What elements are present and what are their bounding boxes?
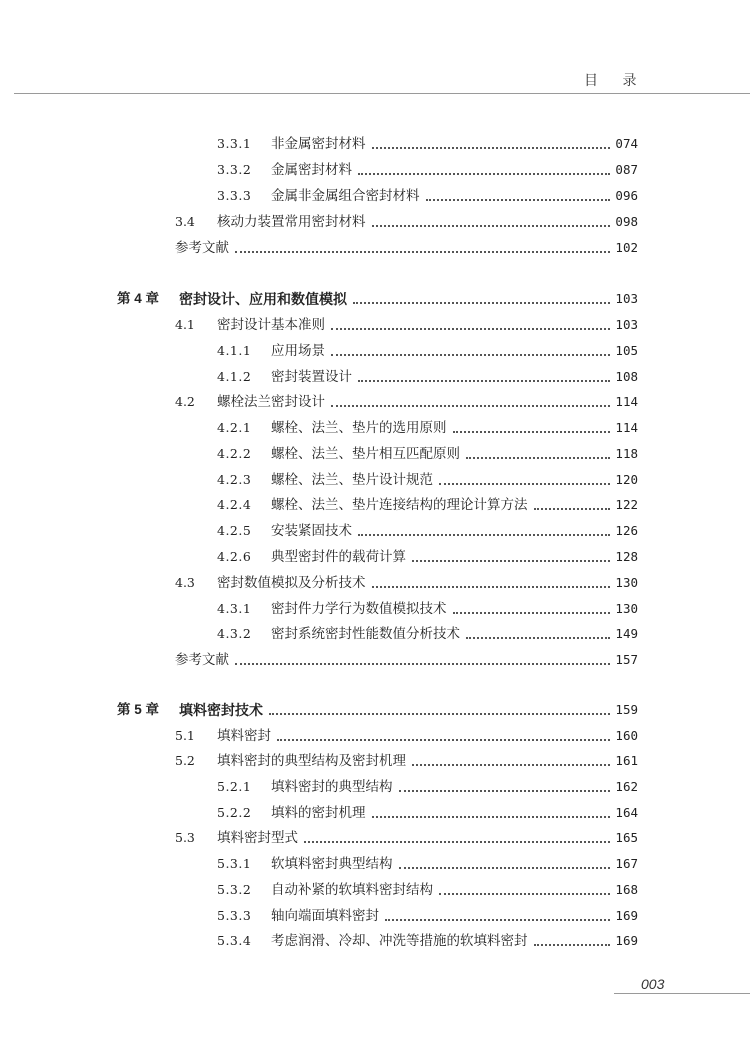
entry-page: 157: [615, 652, 638, 667]
entry-page: 168: [615, 882, 638, 897]
toc-entry[interactable]: [217, 415, 638, 437]
entry-number: 5.2.1: [217, 779, 252, 794]
entry-title: 安装紧固技术: [271, 523, 352, 539]
toc-entry[interactable]: [175, 209, 638, 231]
entry-number: 3.4: [175, 214, 195, 229]
dot-leader: [385, 918, 610, 921]
toc-entry[interactable]: [175, 825, 638, 847]
entry-title: 软填料密封典型结构: [271, 856, 393, 872]
entry-title: 填料密封: [217, 728, 271, 744]
chapter-number: 第 4 章: [117, 291, 160, 306]
entry-page: 122: [615, 497, 638, 512]
toc-chapter[interactable]: [117, 697, 638, 719]
entry-page: 105: [615, 343, 638, 358]
entry-title: 填料的密封机理: [271, 805, 366, 821]
toc-entry[interactable]: [217, 338, 638, 360]
toc-entry[interactable]: [217, 877, 638, 899]
dot-leader: [372, 815, 611, 818]
entry-page: 114: [615, 394, 638, 409]
entry-page: 114: [615, 420, 638, 435]
dot-leader: [412, 763, 610, 766]
dot-leader: [466, 456, 610, 459]
entry-page: 103: [615, 291, 638, 306]
entry-number: 3.3.1: [217, 136, 252, 151]
entry-page: 120: [615, 472, 638, 487]
dot-leader: [399, 789, 611, 792]
toc-entry[interactable]: [217, 157, 638, 179]
entry-page: 126: [615, 523, 638, 538]
dot-leader: [331, 404, 610, 407]
dot-leader: [304, 840, 610, 843]
toc-entry[interactable]: [217, 441, 638, 463]
dot-leader: [534, 943, 611, 946]
dot-leader: [453, 611, 611, 614]
entry-number: 3.3.3: [217, 188, 252, 203]
entry-number: 4.2.2: [217, 446, 252, 461]
entry-title: 密封件力学行为数值模拟技术: [271, 601, 447, 617]
entry-page: 161: [615, 753, 638, 768]
header-rule: [14, 93, 750, 94]
dot-leader: [372, 224, 611, 227]
entry-page: 130: [615, 601, 638, 616]
entry-title: 轴向端面填料密封: [271, 908, 379, 924]
entry-page: 128: [615, 549, 638, 564]
entry-number: 4.3.2: [217, 626, 252, 641]
entry-title: 密封设计基本准则: [217, 317, 325, 333]
dot-leader: [277, 738, 610, 741]
toc-entry[interactable]: [175, 235, 638, 257]
entry-title: 参考文献: [175, 240, 229, 256]
toc-entry[interactable]: [217, 183, 638, 205]
dot-leader: [399, 866, 611, 869]
toc-entry[interactable]: [217, 903, 638, 925]
entry-number: 4.2: [175, 394, 195, 409]
entry-title: 密封系统密封性能数值分析技术: [271, 626, 460, 642]
toc-entry[interactable]: [175, 389, 638, 411]
dot-leader: [372, 146, 611, 149]
entry-title: 填料密封的典型结构及密封机理: [217, 753, 406, 769]
entry-title: 典型密封件的载荷计算: [271, 549, 406, 565]
dot-leader: [331, 327, 610, 330]
entry-number: 4.2.3: [217, 472, 252, 487]
toc-entry[interactable]: [175, 723, 638, 745]
dot-leader: [358, 379, 610, 382]
toc-entry[interactable]: [175, 312, 638, 334]
dot-leader: [372, 585, 611, 588]
entry-number: 4.1: [175, 317, 195, 332]
entry-page: 162: [615, 779, 638, 794]
dot-leader: [534, 507, 611, 510]
entry-number: 4.2.6: [217, 549, 252, 564]
chapter-title: 密封设计、应用和数值模拟: [179, 291, 347, 307]
toc-entry[interactable]: [175, 647, 638, 669]
entry-number: 5.1: [175, 728, 195, 743]
toc-entry[interactable]: [217, 774, 638, 796]
entry-title: 螺栓、法兰、垫片设计规范: [271, 472, 433, 488]
entry-number: 5.3.2: [217, 882, 252, 897]
entry-page: 103: [615, 317, 638, 332]
entry-page: 087: [615, 162, 638, 177]
toc-chapter[interactable]: [117, 286, 638, 308]
entry-number: 4.1.1: [217, 343, 252, 358]
entry-number: 4.2.5: [217, 523, 252, 538]
dot-leader: [439, 892, 610, 895]
dot-leader: [358, 533, 610, 536]
entry-page: 130: [615, 575, 638, 590]
entry-title: 金属非金属组合密封材料: [271, 188, 420, 204]
entry-title: 参考文献: [175, 652, 229, 668]
toc-entry[interactable]: [217, 131, 638, 153]
entry-page: 159: [615, 702, 638, 717]
entry-title: 密封数值模拟及分析技术: [217, 575, 366, 591]
entry-title: 填料密封的典型结构: [271, 779, 393, 795]
entry-title: 螺栓法兰密封设计: [217, 394, 325, 410]
entry-page: 149: [615, 626, 638, 641]
toc-entry[interactable]: [175, 748, 638, 770]
dot-leader: [453, 430, 611, 433]
dot-leader: [353, 301, 610, 304]
entry-title: 填料密封型式: [217, 830, 298, 846]
entry-number: 4.3.1: [217, 601, 252, 616]
toc-entry[interactable]: [217, 544, 638, 566]
toc-entry[interactable]: [217, 800, 638, 822]
page-number: 003: [641, 976, 665, 992]
entry-title: 金属密封材料: [271, 162, 352, 178]
running-header: 目 录: [584, 73, 647, 89]
entry-title: 螺栓、法兰、垫片的选用原则: [271, 420, 447, 436]
toc-entry[interactable]: [217, 596, 638, 618]
entry-number: 4.2.4: [217, 497, 252, 512]
entry-title: 螺栓、法兰、垫片相互匹配原则: [271, 446, 460, 462]
entry-title: 考虑润滑、冷却、冲洗等措施的软填料密封: [271, 933, 528, 949]
entry-page: 096: [615, 188, 638, 203]
entry-page: 169: [615, 908, 638, 923]
footer-rule: [614, 993, 750, 994]
entry-number: 5.2: [175, 753, 195, 768]
entry-page: 169: [615, 933, 638, 948]
toc-entry[interactable]: [217, 928, 638, 950]
entry-page: 102: [615, 240, 638, 255]
entry-title: 密封装置设计: [271, 369, 352, 385]
chapter-title: 填料密封技术: [179, 702, 263, 718]
entry-page: 167: [615, 856, 638, 871]
dot-leader: [331, 353, 610, 356]
entry-number: 4.3: [175, 575, 195, 590]
entry-number: 4.1.2: [217, 369, 252, 384]
entry-page: 108: [615, 369, 638, 384]
entry-title: 非金属密封材料: [271, 136, 366, 152]
entry-number: 4.2.1: [217, 420, 252, 435]
entry-page: 164: [615, 805, 638, 820]
toc-entry[interactable]: [217, 364, 638, 386]
dot-leader: [235, 662, 610, 665]
entry-page: 098: [615, 214, 638, 229]
entry-page: 160: [615, 728, 638, 743]
entry-title: 自动补紧的软填料密封结构: [271, 882, 433, 898]
entry-page: 165: [615, 830, 638, 845]
dot-leader: [235, 250, 610, 253]
toc-entry[interactable]: [175, 570, 638, 592]
toc-entry[interactable]: [217, 621, 638, 643]
entry-page: 074: [615, 136, 638, 151]
entry-number: 3.3.2: [217, 162, 252, 177]
entry-title: 核动力装置常用密封材料: [217, 214, 366, 230]
dot-leader: [439, 482, 610, 485]
dot-leader: [358, 172, 610, 175]
entry-number: 5.3: [175, 830, 195, 845]
entry-title: 螺栓、法兰、垫片连接结构的理论计算方法: [271, 497, 528, 513]
entry-number: 5.3.1: [217, 856, 252, 871]
entry-title: 应用场景: [271, 343, 325, 359]
entry-number: 5.3.4: [217, 933, 252, 948]
toc-entry[interactable]: [217, 467, 638, 489]
toc-entry[interactable]: [217, 518, 638, 540]
toc-entry[interactable]: [217, 851, 638, 873]
dot-leader: [426, 198, 611, 201]
dot-leader: [269, 712, 610, 715]
entry-number: 5.3.3: [217, 908, 252, 923]
dot-leader: [466, 636, 610, 639]
toc-entry[interactable]: [217, 492, 638, 514]
entry-number: 5.2.2: [217, 805, 252, 820]
chapter-number: 第 5 章: [117, 702, 160, 717]
dot-leader: [412, 559, 610, 562]
entry-page: 118: [615, 446, 638, 461]
